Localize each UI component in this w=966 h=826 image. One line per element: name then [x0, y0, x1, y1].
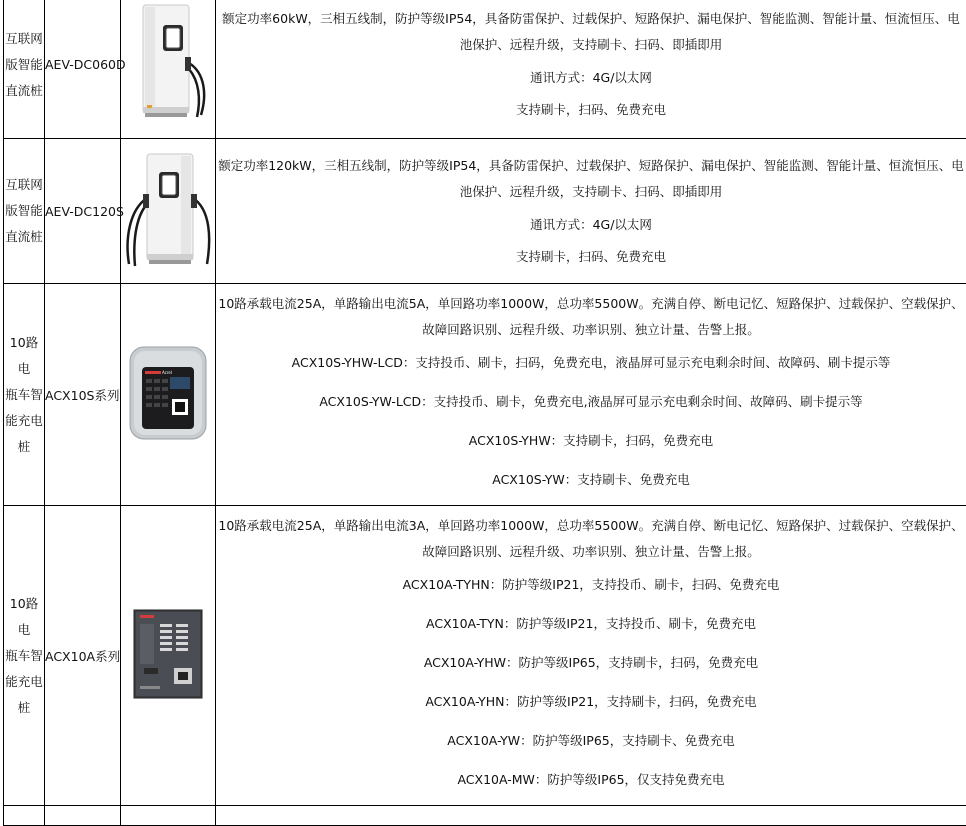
dc-charger-120kw-image — [121, 148, 215, 272]
acx10a-charger-image — [130, 606, 206, 702]
product-model-cell: AEV-DC060D — [45, 0, 121, 139]
product-model-cell: AEV-DC120S — [45, 139, 121, 284]
description-line: ACX10A-TYHN：防护等级IP21，支持投币、刷卡，扫码、免费充电 — [216, 565, 966, 604]
product-spec-table — [3, 0, 966, 826]
product-name-line: 版智能 — [5, 203, 43, 218]
product-name-line: 能充电 — [5, 674, 43, 689]
description-line: ACX10A-MW：防护等级IP65，仅支持免费充电 — [216, 760, 966, 799]
product-image-cell — [121, 806, 216, 826]
product-name-line: 桩 — [18, 439, 31, 454]
product-image-cell — [121, 284, 216, 506]
product-name-line: 10路电 — [10, 596, 38, 637]
product-description-cell — [216, 0, 966, 139]
table-row — [4, 806, 966, 826]
product-name-cell — [4, 806, 45, 826]
description-line: 通讯方式：4G/以太网 — [216, 58, 966, 97]
description-line: ACX10A-YHN：防护等级IP21，支持刷卡，扫码，免费充电 — [216, 682, 966, 721]
dc-charger-60kw-image — [123, 3, 213, 123]
description-line: ACX10A-YW：防护等级IP65，支持刷卡、免费充电 — [216, 721, 966, 760]
description-main: 10路承载电流25A，单路输出电流3A，单回路功率1000W，总功率5500W。充满自停、断电记忆、短路保护、过载保护、空载保护、故障回路识别、远程升级、功率识别、独立计量、告警上报。 — [216, 513, 966, 565]
table-row — [4, 0, 966, 139]
product-name-cell — [4, 139, 45, 284]
description-line: 支持刷卡，扫码、免费充电 — [216, 97, 966, 123]
table-row — [4, 506, 966, 806]
description-line: ACX10S-YHW-LCD：支持投币、刷卡，扫码，免费充电，液晶屏可显示充电剩余时间、故障码、刷卡提示等 — [216, 343, 966, 382]
description-line: 支持刷卡，扫码、免费充电 — [216, 244, 966, 270]
acx10s-charger-image — [126, 343, 210, 443]
product-name-line: 互联网 — [5, 177, 43, 192]
product-description-cell — [216, 506, 966, 806]
product-image-cell — [121, 506, 216, 806]
description-main: 额定功率60kW，三相五线制，防护等级IP54，具备防雷保护、过载保护、短路保护、漏电保护、智能监测、智能计量、恒流恒压、电池保护、远程升级，支持刷卡、扫码、即插即用 — [216, 6, 966, 58]
product-name-cell — [4, 506, 45, 806]
product-name-cell — [4, 0, 45, 139]
product-description-cell — [216, 284, 966, 506]
table-row — [4, 284, 966, 506]
product-description-cell — [216, 139, 966, 284]
description-line: ACX10S-YW：支持刷卡、免费充电 — [216, 460, 966, 499]
product-name-line: 瓶车智 — [5, 387, 43, 402]
brand-logo-text: Acrel — [162, 370, 172, 375]
description-line: ACX10S-YW-LCD：支持投币、刷卡，免费充电,液晶屏可显示充电剩余时间、故障码、刷卡提示等 — [216, 382, 966, 421]
product-name-line: 桩 — [18, 700, 31, 715]
description-line: ACX10A-YHW：防护等级IP65，支持刷卡，扫码，免费充电 — [216, 643, 966, 682]
description-line: ACX10A-TYN：防护等级IP21，支持投币、刷卡，免费充电 — [216, 604, 966, 643]
description-main: 额定功率120kW，三相五线制，防护等级IP54，具备防雷保护、过载保护、短路保护、漏电保护、智能监测、智能计量、恒流恒压、电池保护、远程升级，支持刷卡、扫码、即插即用 — [216, 153, 966, 205]
product-model-cell: ACX10S系列 — [45, 284, 121, 506]
product-model-cell: ACX10A系列 — [45, 506, 121, 806]
description-line: ACX10S-YHW：支持刷卡，扫码，免费充电 — [216, 421, 966, 460]
product-name-line: 瓶车智 — [5, 648, 43, 663]
product-name-line: 能充电 — [5, 413, 43, 428]
product-image-cell — [121, 139, 216, 284]
product-name-cell — [4, 284, 45, 506]
product-image-cell — [121, 0, 216, 139]
product-model-cell — [45, 806, 121, 826]
description-line: 通讯方式：4G/以太网 — [216, 205, 966, 244]
product-description-cell — [216, 806, 966, 826]
product-name-line: 互联网 — [5, 31, 43, 46]
table-row — [4, 139, 966, 284]
product-name-line: 10路电 — [10, 335, 38, 376]
product-name-line: 版智能 — [5, 57, 43, 72]
product-name-line: 直流桩 — [5, 229, 43, 244]
product-name-line: 直流桩 — [5, 83, 43, 98]
description-main: 10路承载电流25A，单路输出电流5A，单回路功率1000W，总功率5500W。充满自停、断电记忆、短路保护、过载保护、空载保护、故障回路识别、远程升级、功率识别、独立计量、告警上报。 — [216, 291, 966, 343]
